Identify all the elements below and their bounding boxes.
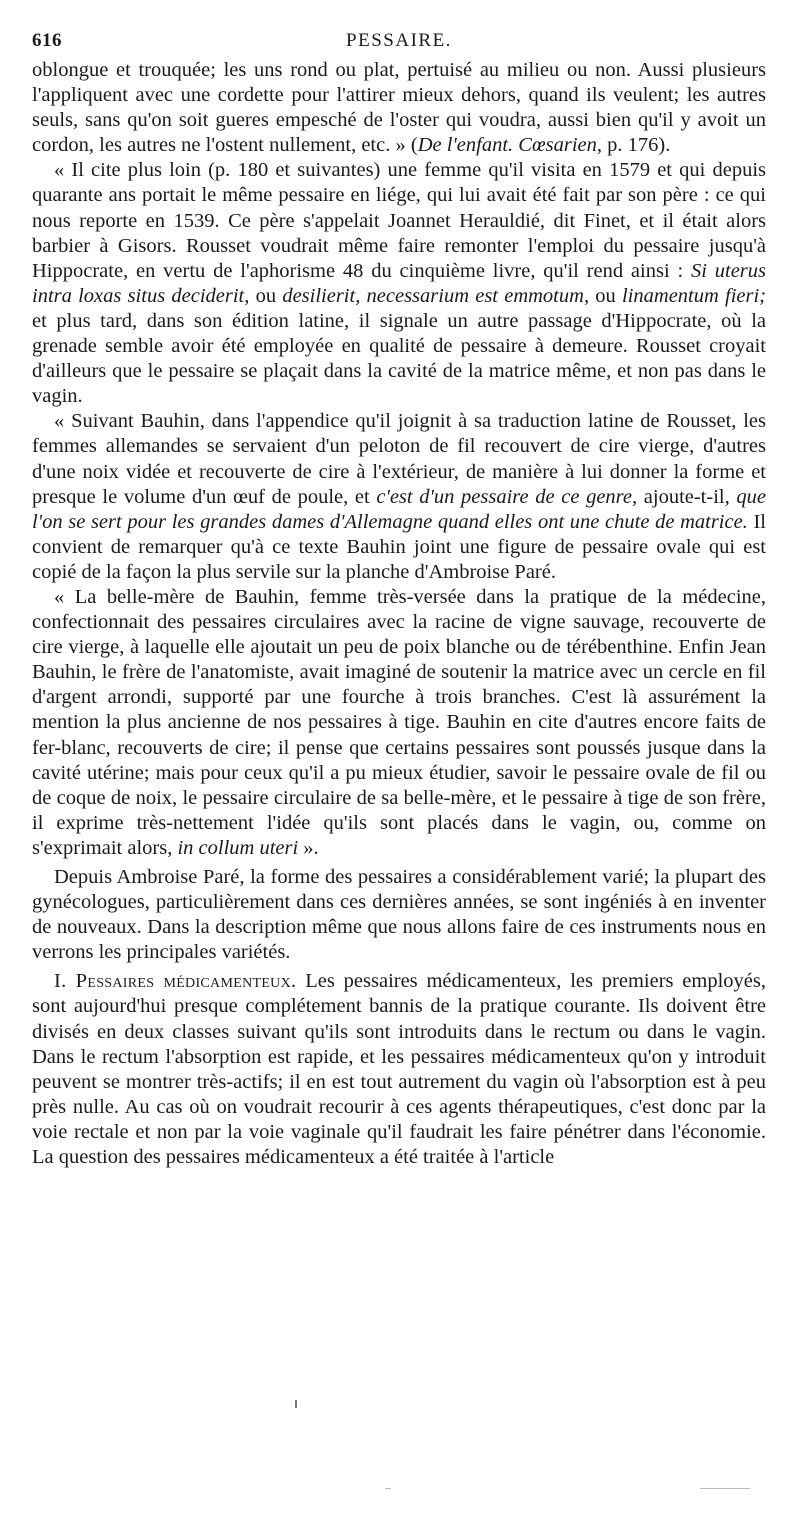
book-page [32, 28, 766, 1170]
text-run: Depuis Ambroise Paré, la forme des pessaires a considérablement varié; la plupart des gynécologues, particulièrement dans ces dernières années, se sont ingéniés à en inventer de nouveaux. Dans la description même que nous allons faire de ces instruments nous en verrons les principales variétés. [32, 866, 766, 964]
latin-quote: in collum uteri [177, 836, 299, 859]
text-run: et plus tard, dans son édition latine, il signale un autre passage d'Hippocrate, où la grenade semble avoir été employée en qualité de pessaire à demeure. Rousset croyait d'ailleurs que le pessaire se plaçait dans la cavité de la matrice même, et non pas dans le vagin. [32, 309, 766, 408]
text-run: « La belle-mère de Bauhin, femme très-versée dans la pratique de la médecine, confectionnait des pessaires circulaires avec la racine de vigne sauvage, recouverte de cire vierge, à laquelle elle ajoutait un peu de poix blanche ou de térébenthine. Enfin Jean Bauhin, le frère de l'anatomiste, avait imaginé de soutenir la matrice avec un cercle en fil d'argent arrondi, supporté par une fourche à trois branches. C'est là assurément la mention la plus ancienne de nos pessaires à tige. Bauhin en cite d'autres encore faits de fer-blanc, recouverts de cire; il pense que certains pessaires sont poussés jusque dans la cavité utérine; mais pour ceux qu'il a pu mieux étudier, savoir le pessaire ovale de fil ou de coque de noix, le pessaire circulaire de sa belle-mère, et le pessaire à tige de son frère, il exprime très-nettement l'idée qu'ils sont placés dans le vagin, ou, comme on s'exprimait alors, [32, 585, 766, 859]
scan-speck [700, 1488, 750, 1489]
scan-speck [385, 1488, 391, 1489]
running-title: PESSAIRE. [346, 30, 452, 51]
latin-quote: desilierit, necessarium est emmotum [282, 284, 584, 307]
paragraph-depuis-pare [32, 865, 766, 965]
citation-title: De l'enfant. Cœsarien [417, 134, 597, 157]
page-number: 616 [32, 30, 62, 51]
paragraph-belle-mere [32, 585, 766, 861]
text-run: « Il cite plus loin (p. 180 et suivantes) une femme qu'il visita en 1579 et qui depuis quarante ans portait le même pessaire en liége, qui lui avait été fait par son père : ce qui nous reporte en 1539. Ce père s'appelait Joannet Herauldié, dit Finet, et il était alors barbier à Gisors. Rousset voudrait même faire remonter l'emploi du pessaire jusqu'à Hippocrate, en vertu de l'aphorisme 48 du cinquième livre, qu'il rend ainsi : [32, 159, 766, 282]
paragraph-bauhin [32, 409, 766, 585]
latin-quote: Si uterus intra loxas situs deciderit [32, 259, 767, 307]
emphasis: que l'on se sert pour les grandes dames d'Allemagne quand elles ont une chute de matrice. [32, 485, 766, 533]
text-run: Il convient de remarquer qu'à ce texte Bauhin joint une figure de pessaire ovale qui est copié de la façon la plus servile sur la planche d'Ambroise Paré. [32, 510, 766, 583]
text-run: Les pessaires médicamenteux, les premiers employés, sont aujourd'hui presque complétement bannis de la pratique courante. Ils doivent être divisés en deux classes suivant qu'ils sont introduits dans le rectum ou dans le vagin. Dans le rectum l'absorption est rapide, et les pessaires médicamenteux qu'on y introduit peuvent se montrer très-actifs; il en est tout autrement du vagin où l'absorption est à peu près nulle. Au cas où on voudrait recourir à ces agents thérapeutiques, c'est donc par la voie rectale et non par la voie vaginale qu'il faudrait les faire pénétrer dans l'économie. La question des pessaires médicamenteux a été traitée à l'article [32, 970, 766, 1169]
text-run: , ou [244, 284, 283, 307]
body-text [32, 58, 766, 1170]
text-run: , ou [583, 284, 622, 307]
emphasis: c'est d'un pessaire de ce genre [376, 485, 632, 508]
paragraph-rousset [32, 158, 766, 409]
paragraph-continuation [32, 58, 766, 158]
text-run: , ajoute-t-il, [632, 485, 737, 508]
text-run: oblongue et trouquée; les uns rond ou plat, pertuisé au milieu ou non. Aussi plusieurs l'appliquent avec une cordette pour l'attirer mieux dehors, quand ils veulent; les autres seuls, sans qu'on soit gueres empesché de l'oster qui voudra, aussi bien qu'il y avoit un cordon, les autres ne l'ostent nullement, etc. » ( [32, 59, 766, 157]
text-run: « Suivant Bauhin, dans l'appendice qu'il joignit à sa traduction latine de Rousset, les femmes allemandes se servaient d'un peloton de fil recouvert de cire vierge, d'autres d'une noix vidée et recouverte de cire à l'extérieur, de manière à lui donner la forme et presque le volume d'un œuf de poule, et [32, 410, 766, 508]
paragraph-pessaires-medicamenteux [32, 969, 766, 1170]
scan-speck [295, 1400, 297, 1408]
running-head [32, 28, 766, 58]
latin-quote: linamentum fieri; [622, 284, 767, 307]
text-run: , p. 176). [596, 134, 671, 157]
text-run: ». [298, 836, 319, 859]
section-heading: I. Pessaires médicamenteux. [54, 970, 297, 993]
